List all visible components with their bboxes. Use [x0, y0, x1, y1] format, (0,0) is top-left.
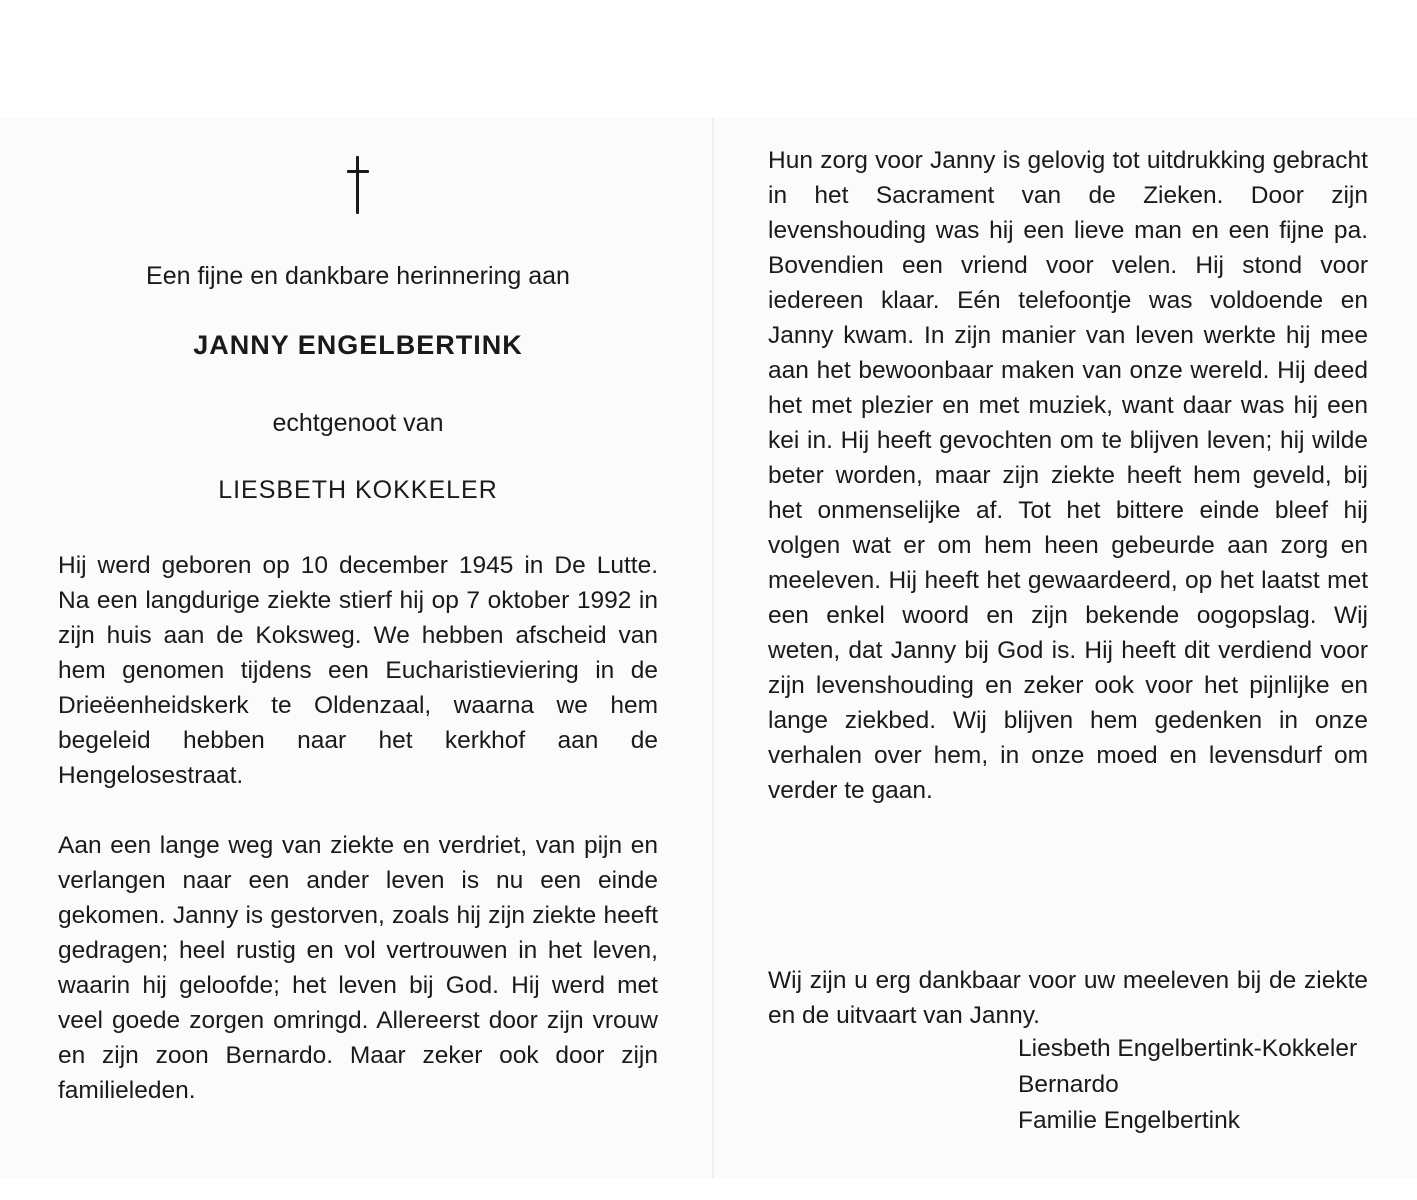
card-fold	[712, 118, 714, 1178]
signature-line: Bernardo	[1018, 1071, 1119, 1098]
thanks-paragraph: Wij zijn u erg dankbaar voor uw meeleven bij de ziekte en de uitvaart van Janny.	[768, 967, 1368, 1029]
spouse-label: echtgenoot van	[272, 409, 444, 437]
biography-paragraph: Hij werd geboren op 10 december 1945 in De Lutte. Na een langdurige ziekte stierf hij op 7 oktober 1992 in zijn huis aan de Koksweg. We hebben afscheid van hem genomen tijdens een Eucharistieviering in de Drieëenheidskerk te Oldenzaal, waarna we hem begeleid hebben naar het kerkhof aan de Hengelosestraat.	[58, 552, 658, 789]
memorial-card	[0, 118, 1417, 1178]
illness-paragraph: Aan een lange weg van ziekte en verdriet, van pijn en verlangen naar een ander leven is nu een einde gekomen. Janny is gestorven, zoals hij zijn ziekte heeft gedragen; heel rustig en vol vertrouwen in het leven, waarin hij geloofde; het leven bij God. Hij werd met veel goede zorgen omringd. Allereerst door zijn vrouw en zijn zoon Bernardo. Maar zeker ook door zijn familieleden.	[58, 832, 658, 1104]
signature-block	[1018, 1031, 1398, 1139]
spouse-name: LIESBETH KOKKELER	[218, 476, 498, 504]
deceased-name: JANNY ENGELBERTINK	[193, 330, 523, 360]
intro-text: Een fijne en dankbare herinnering aan	[146, 262, 570, 290]
signature-line: Familie Engelbertink	[1018, 1107, 1240, 1134]
remembrance-paragraph: Hun zorg voor Janny is gelovig tot uitdrukking gebracht in het Sacrament van de Zieken. Door zijn levenshouding was hij een lieve man en een fijne pa. Bovendien een vriend voor velen. Hij stond voor iedereen klaar. Eén telefoontje was voldoende en Janny kwam. In zijn manier van leven werkte hij mee aan het bewoonbaar maken van onze wereld. Hij deed het met plezier en met muziek, want daar was hij een kei in. Hij heeft gevochten om te blijven leven; hij wilde beter worden, maar zijn ziekte heeft hem geveld, bij het onmenselijke af. Tot het bittere einde bleef hij volgen wat er om hem heen gebeurde aan zorg en meeleven. Hij heeft het gewaardeerd, op het laatst met een enkel woord en zijn bekende oogopslag. Wij weten, dat Janny bij God is. Hij heeft dit verdiend voor zijn levenshouding en zeker ook voor het pijnlijke en lange ziekbed. Wij blijven hem gedenken in onze verhalen over hem, in onze moed en levensdurf om verder te gaan.	[768, 147, 1368, 804]
signature-line: Liesbeth Engelbertink-Kokkeler	[1018, 1035, 1358, 1062]
cross-icon	[347, 156, 369, 216]
